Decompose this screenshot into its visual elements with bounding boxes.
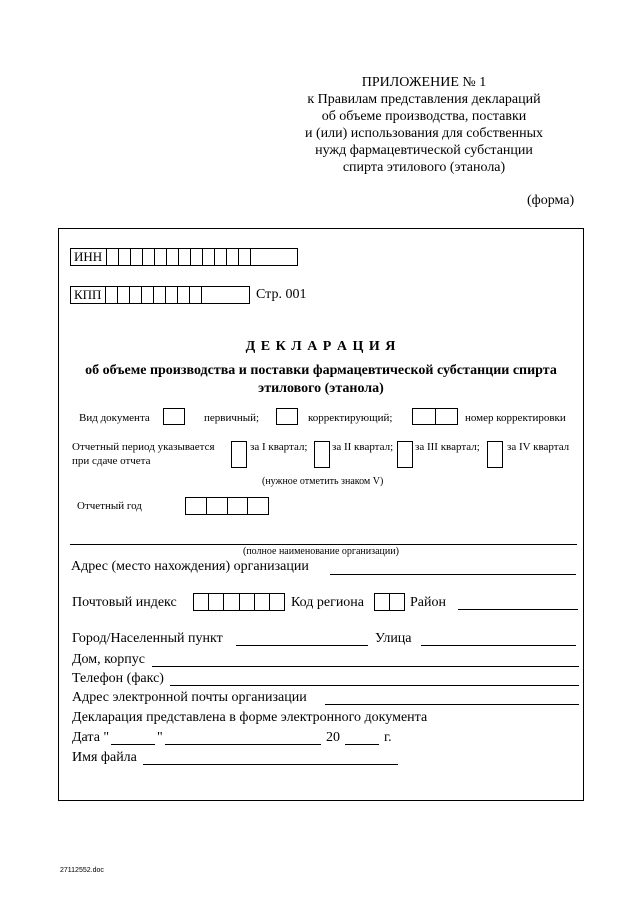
page-number: Стр. 001 — [256, 287, 307, 302]
region-label: Код региона — [291, 595, 365, 610]
city-label: Город/Населенный пункт — [72, 631, 223, 646]
district-label: Район — [410, 595, 446, 610]
address-line[interactable] — [330, 574, 576, 575]
filename-label: Имя файла — [72, 750, 137, 765]
form-label: (форма) — [527, 193, 575, 208]
footer-filename: 27112552.doc — [60, 867, 104, 874]
period-label-2: при сдаче отчета — [72, 455, 151, 467]
address-label: Адрес (место нахождения) организации — [71, 559, 309, 574]
email-label: Адрес электронной почты организации — [72, 690, 307, 705]
doc-type-label: Вид документа — [79, 412, 150, 424]
phone-line[interactable] — [170, 685, 579, 686]
region-code-field[interactable] — [374, 593, 405, 611]
corrective-checkbox[interactable] — [276, 408, 298, 425]
q3-label: за III квартал; — [415, 441, 480, 453]
correction-number-label: номер корректировки — [465, 412, 566, 424]
date-month-line[interactable] — [165, 744, 321, 745]
inn-field[interactable] — [70, 248, 298, 266]
org-name-note: (полное наименование организации) — [243, 546, 399, 557]
house-label: Дом, корпус — [72, 652, 145, 667]
filename-line[interactable] — [143, 764, 398, 765]
postal-index-field[interactable] — [193, 593, 285, 611]
phone-label: Телефон (факс) — [72, 671, 164, 686]
district-line[interactable] — [458, 609, 578, 610]
q1-checkbox[interactable] — [231, 441, 247, 468]
org-name-line[interactable] — [70, 544, 577, 545]
email-line[interactable] — [325, 704, 579, 705]
appendix-line-2: к Правилам представления деклараций — [307, 92, 541, 107]
date-year-line[interactable] — [345, 744, 379, 745]
appendix-header — [284, 74, 564, 176]
year-label: Отчетный год — [77, 500, 142, 512]
declaration-title: Д Е К Л А Р А Ц И Я — [245, 339, 397, 354]
city-line[interactable] — [236, 645, 368, 646]
q2-label: за II квартал; — [332, 441, 394, 453]
date-quote: " — [157, 730, 163, 745]
q4-label: за IV квартал — [507, 441, 570, 453]
postal-label: Почтовый индекс — [72, 595, 177, 610]
period-label-1: Отчетный период указывается — [72, 441, 215, 453]
q1-label: за I квартал; — [250, 441, 308, 453]
period-note: (нужное отметить знаком V) — [262, 476, 384, 487]
year-field[interactable] — [185, 497, 269, 515]
primary-label: первичный; — [204, 412, 260, 424]
q3-checkbox[interactable] — [397, 441, 413, 468]
appendix-line-5: нужд фармацевтической субстанции — [315, 143, 533, 158]
electronic-doc-label: Декларация представлена в форме электронного документа — [72, 710, 428, 725]
street-label: Улица — [375, 631, 412, 646]
appendix-line-4: и (или) использования для собственных — [304, 126, 544, 141]
appendix-title: ПРИЛОЖЕНИЕ № 1 — [361, 75, 487, 90]
date-label: Дата " — [72, 730, 110, 745]
kpp-label: КПП — [74, 287, 102, 302]
primary-checkbox[interactable] — [163, 408, 185, 425]
declaration-subtitle-2: этилового (этанола) — [258, 381, 384, 396]
corrective-label: корректирующий; — [308, 412, 393, 424]
street-line[interactable] — [421, 645, 576, 646]
inn-label: ИНН — [74, 249, 103, 264]
appendix-line-3: об объеме производства, поставки — [321, 109, 527, 124]
q4-checkbox[interactable] — [487, 441, 503, 468]
correction-number-field[interactable] — [412, 408, 458, 425]
house-line[interactable] — [152, 666, 579, 667]
date-year-suffix: г. — [384, 730, 392, 745]
declaration-subtitle-1: об объеме производства и поставки фармацевтической субстанции спирта — [85, 363, 557, 378]
appendix-line-6: спирта этилового (этанола) — [342, 160, 506, 175]
q2-checkbox[interactable] — [314, 441, 330, 468]
date-year-prefix: 20 — [326, 730, 340, 745]
date-day-line[interactable] — [111, 744, 155, 745]
kpp-field[interactable] — [70, 286, 250, 304]
